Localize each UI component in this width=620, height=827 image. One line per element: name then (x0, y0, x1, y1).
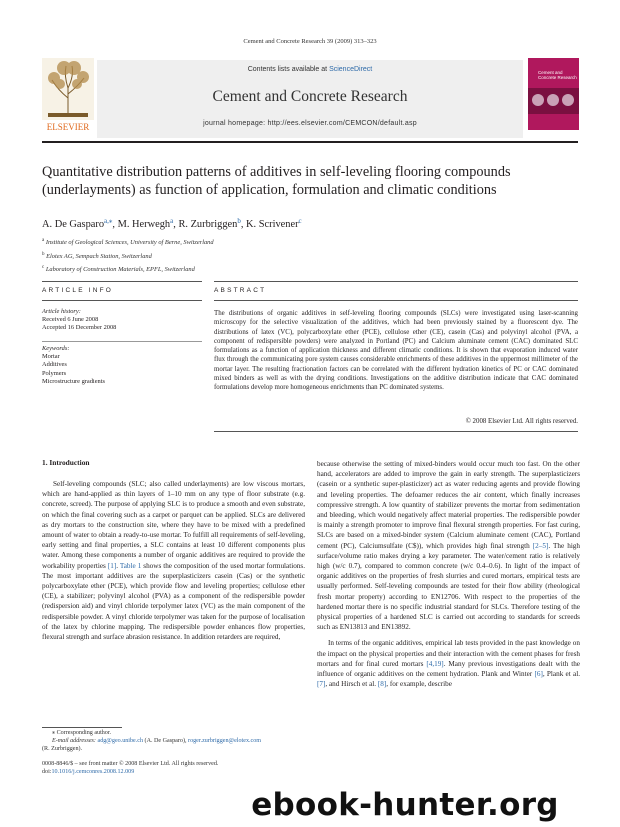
section-heading-introduction: 1. Introduction (42, 458, 90, 467)
cover-title: Cement and Concrete Research (538, 70, 577, 80)
contents-line (97, 66, 523, 73)
article-info-rule-top (42, 281, 202, 282)
author: M. Herwegh$^a$, (117, 217, 179, 230)
paragraph-text: , for example, describe (386, 680, 452, 689)
citation-link[interactable]: [8] (377, 680, 387, 689)
citation-link[interactable]: [4,19] (426, 659, 444, 668)
affiliations (42, 235, 442, 276)
sciencedirect-link[interactable]: ScienceDirect (329, 66, 373, 73)
article-info-heading: ARTICLE INFO (42, 287, 114, 294)
author: K. Scrivener$^c$ (246, 217, 302, 230)
abstract-rule-mid (214, 300, 578, 301)
paragraph (42, 479, 305, 642)
paragraph-text: Self-leveling compounds (SLC; also called underlayments) are low viscous mortars, which are hand-applied as thin layers of 1–10 mm on any type of floor substrate (e.g. concrete, screed). The purpose of applying SLC is to produce a smooth and even substrate, on which the final covering such as a carpet or parquet can be applied. SLCs are delivered as dry mortars to the construction site, where they have to be mixed with a predefined amount of water to obtain a ready-to-use mortar. To fulfill all requirements of self-leveling, early setting and final properties, a SLC contains at least 10 different components plus water. Among these components a number of organic additives are required to provide the workability properties (42, 480, 305, 570)
issn-block: 0008-8846/$ – see front matter © 2008 Elsevier Ltd. All rights reserved. doi:10.1016/j.cemconres.2008.12.009 (42, 760, 312, 777)
affiliation-item: $^a$ Institute of Geological Sciences, University of Berne, Switzerland (42, 238, 214, 247)
email-link[interactable]: adg@geo.unibe.ch (97, 738, 144, 745)
keywords-block (42, 345, 202, 386)
abstract-rule-bottom (214, 431, 578, 432)
author: R. Zurbriggen$^b$, (178, 217, 247, 230)
paragraph-text: , Plank et al. (542, 670, 581, 679)
header-rule (42, 141, 578, 143)
keyword: Additives (42, 361, 67, 369)
article-history (42, 308, 202, 333)
citation-link[interactable]: Table 1 (119, 561, 142, 570)
paragraph-text: In terms of the organic additives, empirical lab tests provided in the past knowledge on the impact on the physical properties and their interaction with the cement phases for fresh mortars and for final cured mortars (317, 639, 580, 668)
affiliation-link[interactable]: c (298, 217, 302, 225)
article-info-rule-mid (42, 300, 202, 301)
affiliation-link[interactable]: a (170, 217, 174, 225)
journal-name: Cement and Concrete Research (212, 88, 408, 105)
abstract-heading: ABSTRACT (214, 287, 267, 294)
paragraph-text: . (116, 561, 120, 570)
affiliation-item: $^c$ Laboratory of Construction Materials, EPFL, Switzerland (42, 265, 195, 274)
affiliation-link[interactable]: a,⁎ (104, 217, 113, 225)
doi-link[interactable]: 10.1016/j.cemconres.2008.12.009 (51, 769, 135, 776)
citation-link[interactable]: [2–5] (532, 541, 549, 550)
email-label: E-mail addresses: (52, 738, 98, 745)
journal-homepage[interactable]: journal homepage: http://ees.elsevier.com/CEMCON/default.asp (203, 120, 417, 127)
received-date: Received 6 June 2008 (42, 316, 99, 324)
paragraph (317, 638, 580, 689)
footnote: ⁎ Corresponding author. E-mail addresses: adg@geo.unibe.ch (A. De Gasparo), roger.zurbriggen@elotex.com (R. Zurbriggen). (42, 729, 312, 754)
paragraph-text: shows the composition of the used mortar formulations. The most important additives are the superplasticizers casein (Cas) or the synthetic polycarboxylate ether (PCE), which provide flow and leveling properties; cellulose ether (CE), a stabilizer; polyvinyl alcohol (PVA) as a component of the redispersible powder (redispersion aid) and vinyl chloride terpolymer latex (VC) as the main component of the redispersible powder. A vinyl chloride terpolymer was taken for the purpose of localisation of the latex by chlorine mapping. The redispersible powder enhances flow properties, flexural strength and surface abrasion resistance. In addition retarders are required, (42, 561, 305, 642)
email-link[interactable]: roger.zurbriggen@elotex.com (188, 738, 262, 745)
paragraph-text: . The high surface/volume ratio makes drying a key parameter. The water/cement ratio is relatively high (w/c 0.7), compared to common concrete (w/c 0.4–0.6). In light of the impact of organic additives on the properties of fresh slurries and cured mortars, empirical tests are usually performed. Self-leveling compounds are tested for their flow ability (rheological fresh mortar property) according to EN12706. With respect to the properties of the hardened mortar there is no specific industrial standard for SLCs. Therefore testing of the physical properties of a hardened SLC is carried out according to standards for screeds such as EN13813 and EN13892. (317, 541, 580, 632)
journal-cover-thumbnail (528, 58, 579, 130)
paragraph-text: because otherwise the setting of mixed-binders would occur much too fast. On the other hand, accelerators are added to improve the gain in early strength. The superplasticizers (casein or a synthetic super-plasticizer) act as water reducing agents and provide flowing and leveling properties. The defoamer reduces the air content, which finally increases compressive strength. A low quantity of stabilizer prevents the mortar from sedimentation and bleeding, which would negatively affect material properties. The redispersible powder is mainly a strength promoter to improve final flexural strength properties. For fast curing, SLCs are based on a mixed-binder system (Calcium aluminate cement (CAC), Portland cement (PC), Calciumsulfate (C$)), which provides high final strength (317, 460, 580, 550)
citation-link[interactable]: [1] (107, 561, 117, 570)
issn-line: 0008-8846/$ – see front matter © 2008 Elsevier Ltd. All rights reserved. (42, 761, 219, 767)
corresponding-author-note: ⁎ Corresponding author. (52, 730, 112, 736)
paragraph-text: , and Hirsch et al. (325, 680, 378, 689)
body-column-left (42, 479, 305, 642)
paragraph-text: . Many previous investigations dealt with the influence of organic additives on the cement hydration. Plank and Winter (317, 659, 580, 679)
keywords-label: Keywords: (42, 345, 70, 352)
affiliation-link[interactable]: b (237, 217, 241, 225)
watermark-text: ebook-hunter.org (251, 787, 559, 823)
citation-link[interactable]: [7] (317, 680, 326, 689)
keyword: Microstructure gradients (42, 377, 105, 385)
abstract-copyright: © 2008 Elsevier Ltd. All rights reserved. (465, 418, 578, 425)
body-column-right (317, 459, 580, 689)
article-title: Quantitative distribution patterns of additives in self-leveling flooring compounds (underlayments) as function of application, formulation and climatic conditions (42, 164, 511, 198)
footnote-rule (42, 727, 122, 728)
cover-band (528, 88, 579, 114)
affiliation-item: $^b$ Elotex AG, Sempach Station, Switzerland (42, 251, 152, 260)
author-list (42, 217, 582, 230)
accepted-date: Accepted 16 December 2008 (42, 324, 117, 332)
history-label: Article history: (42, 308, 81, 315)
elsevier-tree-logo (42, 58, 94, 134)
abstract-text: The distributions of organic additives in self-leveling flooring compounds (SLCs) were investigated using laser-scanning microscopy for the selective visualization of the additives, which had been previously stained by a fluorescent dye. The distributions of latex (VC), polycarboxylate ether (PCE), cellulose ether (CE), casein (Cas) and polyvinyl alcohol (PVA, a component of redispersible powders) were analyzed in Portland (PC) and Calcium aluminate cement (CAC) dominated SLC formulations as a function of application thickness and different climatic conditions. It is shown that evaporation induced water flux through the communicating pore system causes considerable enrichments of these additives in the uppermost millimeter of the mortar layer. The resulting fractionation factors can be correlated with the different hydration kinetics of PC or CAC dominated mixed binders as well as with the drying conditions. Investigations on the additive distribution indicate that CAC dominated formulations develop more homogeneous enrichments than PC dominated systems. (214, 310, 578, 392)
email-owner: (R. Zurbriggen). (42, 746, 83, 753)
abstract-rule-top (214, 281, 578, 282)
paragraph (317, 459, 580, 632)
citation-link[interactable]: [6] (534, 670, 543, 679)
keyword: Polymers (42, 369, 67, 377)
elsevier-wordmark: ELSEVIER (46, 122, 90, 132)
info-divider (42, 341, 202, 342)
keyword: Mortar (42, 353, 60, 361)
journal-reference: Cement and Concrete Research 39 (2009) 313–323 (243, 38, 377, 45)
contents-prefix: Contents lists available at (247, 66, 330, 73)
author: A. De Gasparo$^{a,⁎}$, (42, 217, 118, 230)
